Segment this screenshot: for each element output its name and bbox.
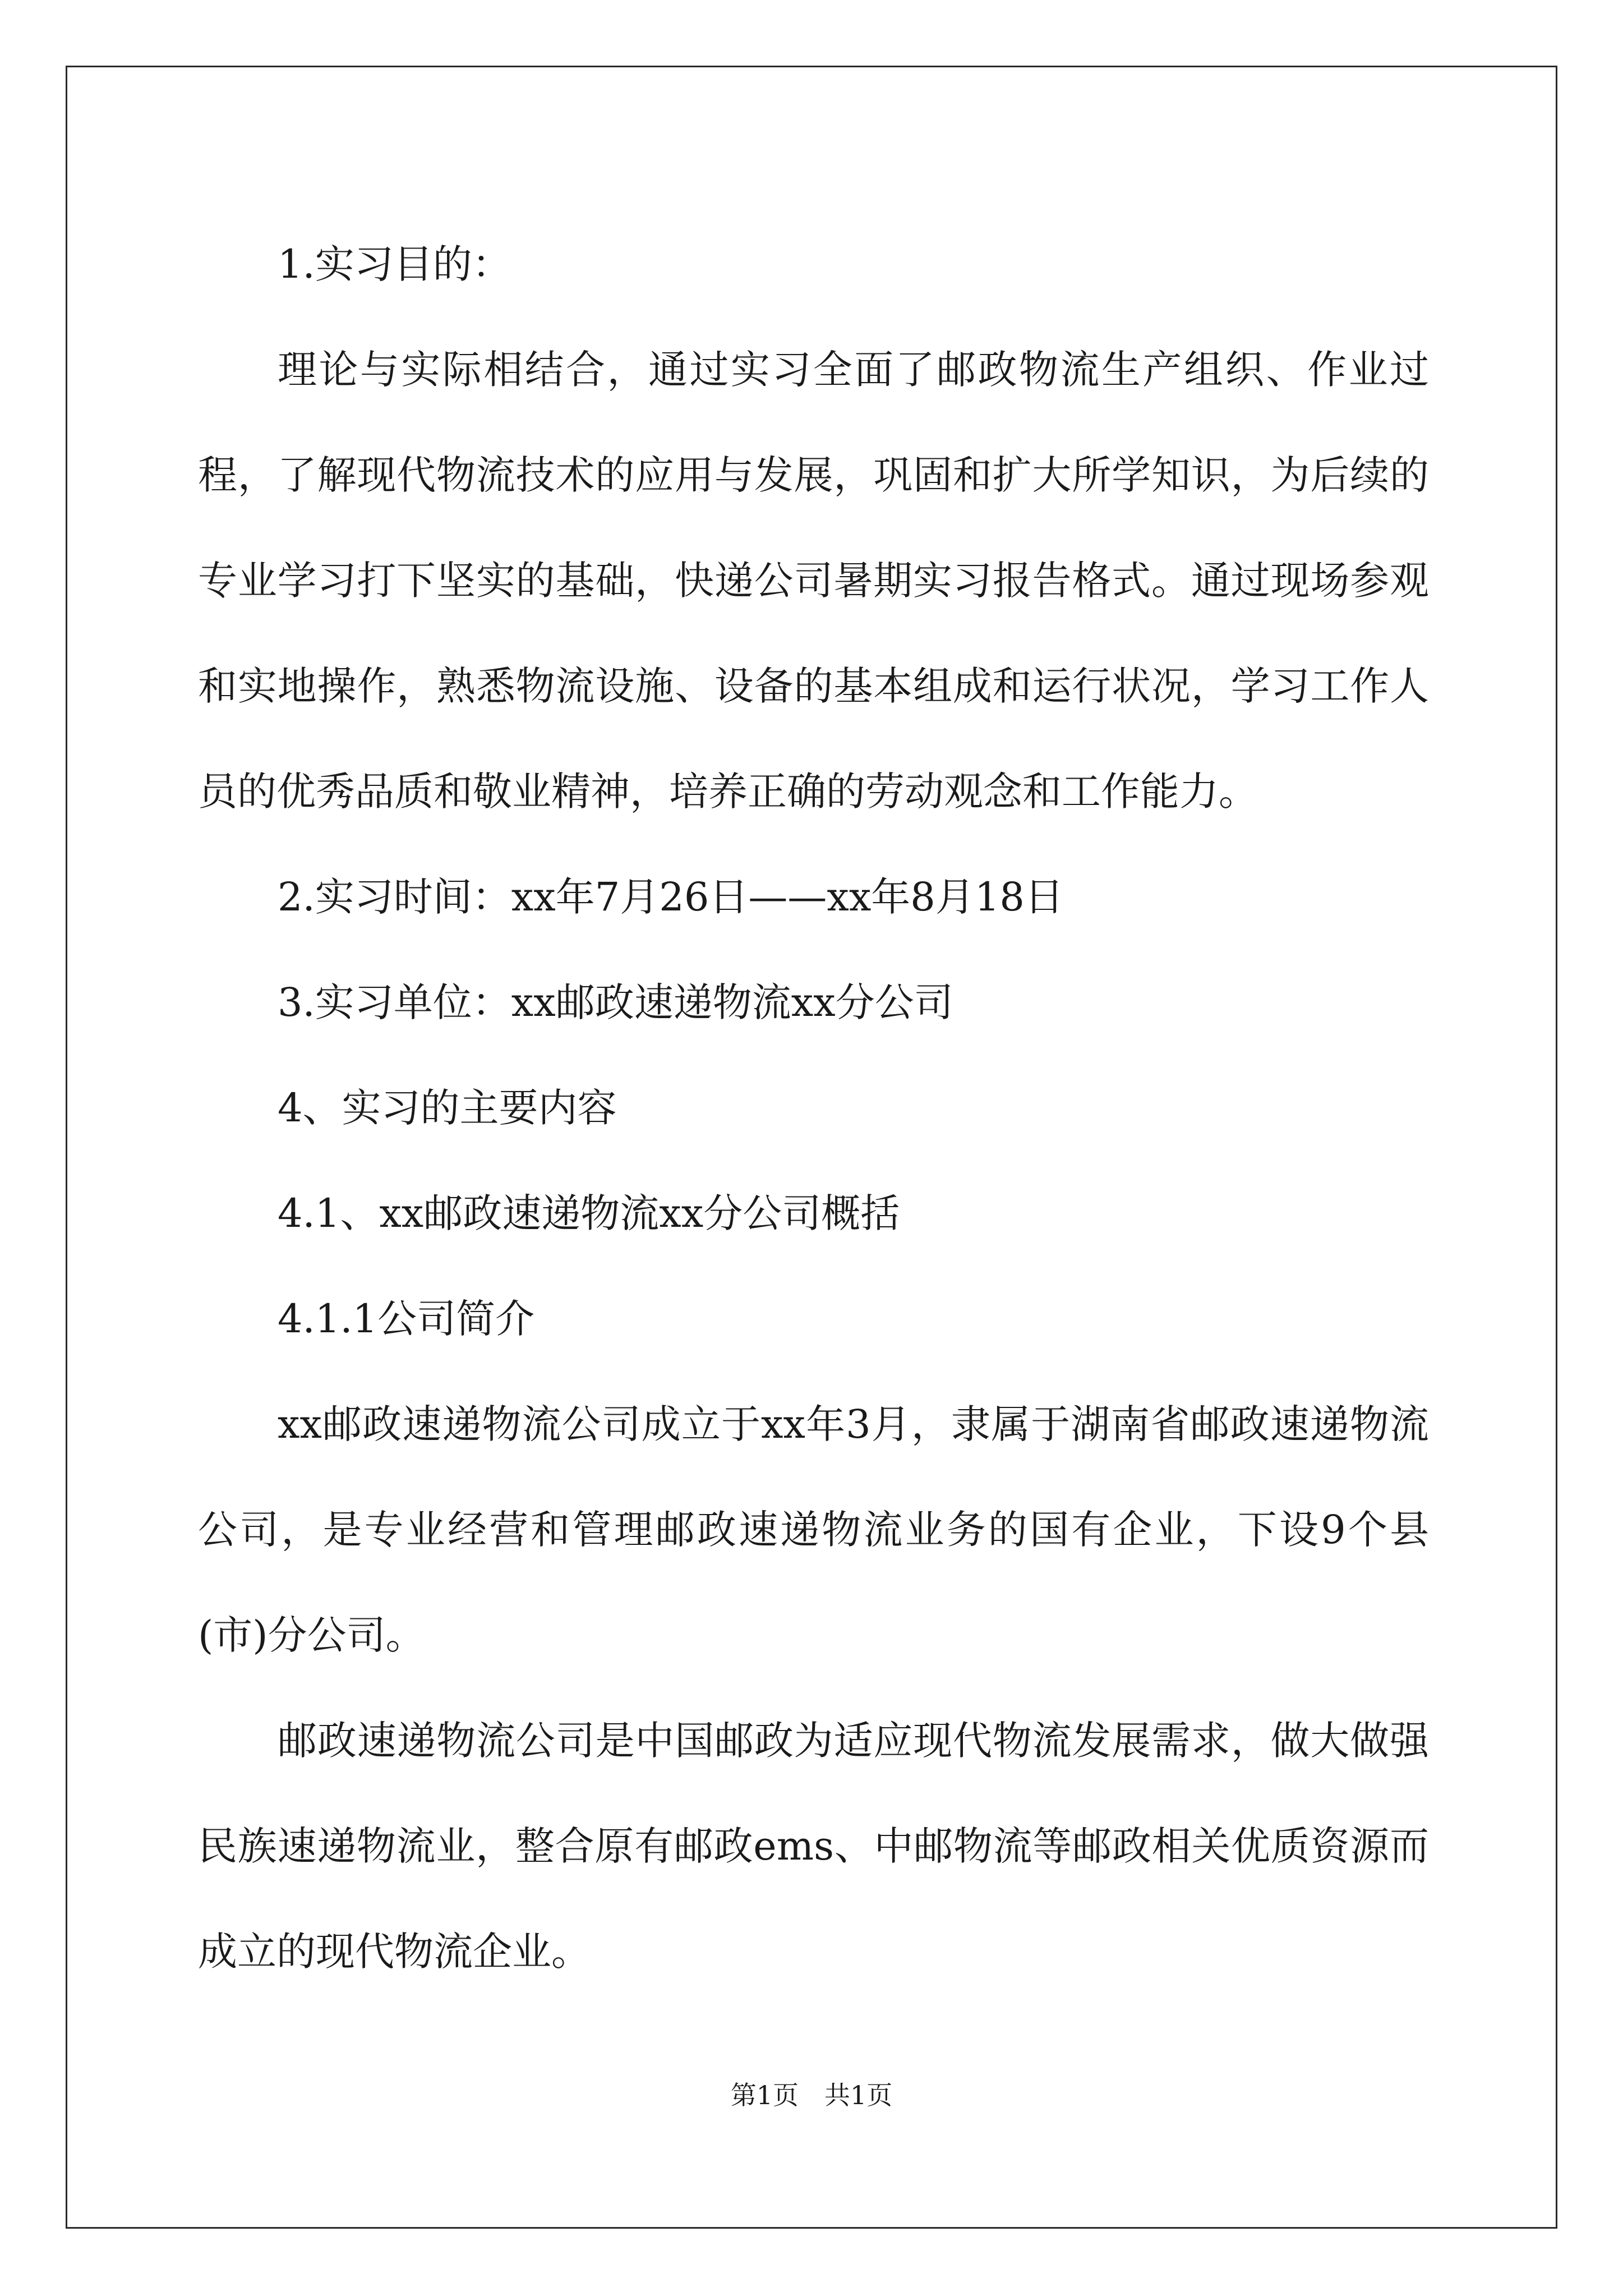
document-body xyxy=(198,211,1429,2004)
paragraph-internship-unit: 3.实习单位：xx邮政速递物流xx分公司 xyxy=(278,979,953,1025)
paragraph-internship-time: 2.实习时间：xx年7月26日——xx年8月18日 xyxy=(278,874,1064,920)
paragraph-company-background: 邮政速递物流公司是中国邮政为适应现代物流发展需求，做大做强民族速递物流业，整合原有邮政ems、中邮物流等邮政相关优质资源而成立的现代物流企业。 xyxy=(198,1718,1429,1975)
heading-company-intro: 4.1.1公司简介 xyxy=(278,1296,535,1342)
page-number-footer: 第1页 共1页 xyxy=(730,2080,893,2110)
heading-main-content: 4、实习的主要内容 xyxy=(278,1085,617,1131)
paragraph-company-intro: xx邮政速递物流公司成立于xx年3月，隶属于湖南省邮政速递物流公司，是专业经营和管理邮政速递物流业务的国有企业，下设9个县(市)分公司。 xyxy=(198,1401,1429,1658)
heading-company-overview: 4.1、xx邮政速递物流xx分公司概括 xyxy=(278,1190,900,1236)
heading-purpose: 1.实习目的： xyxy=(278,241,511,287)
paragraph-purpose-body: 理论与实际相结合，通过实习全面了邮政物流生产组织、作业过程，了解现代物流技术的应用与发展，巩固和扩大所学知识，为后续的专业学习打下坚实的基础，快递公司暑期实习报告格式。通过现场参观和实地操作，熟悉物流设施、设备的基本组成和运行状况，学习工作人员的优秀品质和敬业精神，培养正确的劳动观念和工作能力。 xyxy=(198,347,1429,815)
